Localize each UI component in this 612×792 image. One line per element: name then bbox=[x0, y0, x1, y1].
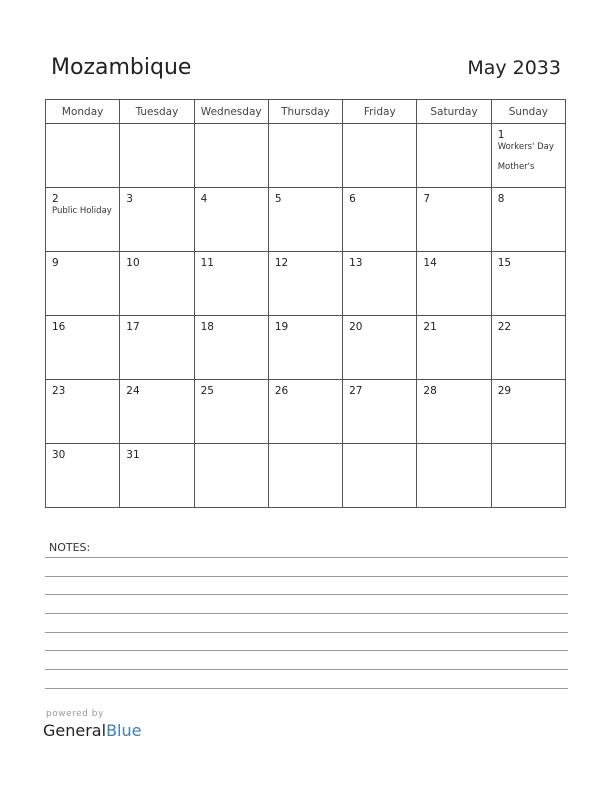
day-cell bbox=[46, 444, 120, 508]
day-number: 30 bbox=[52, 449, 66, 461]
day-number: 19 bbox=[274, 321, 289, 333]
day-cell bbox=[194, 188, 268, 252]
day-cell bbox=[120, 316, 194, 380]
day-cell bbox=[120, 380, 194, 444]
day-cell bbox=[417, 316, 491, 380]
day-number: 28 bbox=[423, 385, 437, 397]
day-cell bbox=[343, 316, 417, 380]
empty-day-cell bbox=[268, 124, 342, 188]
day-cell bbox=[268, 252, 342, 316]
day-number: 11 bbox=[200, 257, 214, 269]
day-cell bbox=[46, 252, 120, 316]
weekday-wednesday: Wednesday bbox=[194, 100, 268, 124]
weekday-tuesday: Tuesday bbox=[120, 100, 194, 124]
day-cell bbox=[268, 380, 342, 444]
day-number: 26 bbox=[274, 385, 289, 397]
day-cell bbox=[343, 252, 417, 316]
note-line bbox=[45, 669, 568, 670]
day-number: 7 bbox=[423, 193, 431, 205]
empty-day-cell bbox=[491, 444, 565, 508]
day-cell bbox=[491, 252, 565, 316]
day-number: 1 bbox=[497, 129, 505, 141]
empty-day-cell bbox=[194, 124, 268, 188]
day-number: 31 bbox=[126, 449, 140, 461]
empty-day-cell bbox=[417, 124, 491, 188]
calendar-body bbox=[46, 124, 566, 508]
day-number: 13 bbox=[349, 257, 363, 269]
day-number: 17 bbox=[126, 321, 140, 333]
day-cell bbox=[120, 444, 194, 508]
holiday-label: Workers' Day bbox=[497, 142, 554, 152]
day-cell bbox=[268, 316, 342, 380]
day-cell bbox=[120, 188, 194, 252]
day-number: 22 bbox=[497, 321, 512, 333]
note-line bbox=[45, 576, 568, 577]
day-cell bbox=[417, 252, 491, 316]
day-number: 23 bbox=[52, 385, 66, 397]
day-cell bbox=[491, 316, 565, 380]
empty-day-cell bbox=[417, 444, 491, 508]
country-title: Mozambique bbox=[51, 55, 192, 80]
day-number: 24 bbox=[126, 385, 140, 397]
day-number: 21 bbox=[423, 321, 437, 333]
day-cell bbox=[417, 188, 491, 252]
weekday-monday: Monday bbox=[46, 100, 120, 124]
day-number: 2 bbox=[52, 193, 59, 205]
week-row bbox=[46, 188, 566, 252]
weekday-saturday: Saturday bbox=[417, 100, 491, 124]
calendar-grid bbox=[45, 99, 566, 508]
holiday-label: Public Holiday bbox=[52, 206, 112, 216]
day-cell bbox=[46, 316, 120, 380]
note-line bbox=[45, 557, 568, 558]
day-cell bbox=[194, 380, 268, 444]
day-cell bbox=[343, 188, 417, 252]
day-cell bbox=[268, 188, 342, 252]
note-line bbox=[45, 632, 568, 633]
note-line bbox=[45, 688, 568, 689]
empty-day-cell bbox=[46, 124, 120, 188]
empty-day-cell bbox=[268, 444, 342, 508]
note-line bbox=[45, 613, 568, 614]
logo-blue-text: Blue bbox=[106, 721, 142, 740]
week-row bbox=[46, 380, 566, 444]
month-year-title: May 2033 bbox=[467, 57, 561, 79]
empty-day-cell bbox=[343, 444, 417, 508]
note-line bbox=[45, 650, 568, 651]
day-number: 10 bbox=[126, 257, 140, 269]
day-number: 29 bbox=[497, 385, 512, 397]
week-row bbox=[46, 316, 566, 380]
weekday-sunday: Sunday bbox=[491, 100, 565, 124]
day-cell bbox=[491, 380, 565, 444]
day-cell bbox=[194, 316, 268, 380]
empty-day-cell bbox=[194, 444, 268, 508]
day-cell bbox=[343, 380, 417, 444]
day-cell bbox=[491, 188, 565, 252]
weekday-thursday: Thursday bbox=[268, 100, 342, 124]
day-cell bbox=[46, 188, 120, 252]
powered-by-text: powered by bbox=[46, 709, 104, 719]
day-number: 6 bbox=[349, 193, 356, 205]
day-number: 8 bbox=[497, 193, 505, 205]
day-cell bbox=[417, 380, 491, 444]
empty-day-cell bbox=[120, 124, 194, 188]
day-number: 25 bbox=[200, 385, 214, 397]
day-number: 18 bbox=[200, 321, 214, 333]
weekday-header-row bbox=[46, 100, 566, 124]
day-number: 15 bbox=[497, 257, 512, 269]
day-cell bbox=[120, 252, 194, 316]
note-line bbox=[45, 594, 568, 595]
logo-general-text: General bbox=[43, 721, 107, 740]
week-row bbox=[46, 124, 566, 188]
day-number: 4 bbox=[200, 193, 208, 205]
day-number: 14 bbox=[423, 257, 437, 269]
holiday-label: Mother's bbox=[497, 162, 535, 172]
day-number: 16 bbox=[52, 321, 66, 333]
weekday-friday: Friday bbox=[343, 100, 417, 124]
day-cell bbox=[194, 252, 268, 316]
day-number: 5 bbox=[274, 193, 282, 205]
generalblue-logo[interactable] bbox=[43, 721, 141, 740]
week-row bbox=[46, 444, 566, 508]
notes-label: NOTES: bbox=[49, 541, 91, 554]
day-cell bbox=[46, 380, 120, 444]
day-number: 20 bbox=[349, 321, 363, 333]
day-number: 9 bbox=[52, 257, 59, 269]
day-cell bbox=[491, 124, 565, 188]
week-row bbox=[46, 252, 566, 316]
empty-day-cell bbox=[343, 124, 417, 188]
day-number: 3 bbox=[126, 193, 133, 205]
day-number: 27 bbox=[349, 385, 363, 397]
day-number: 12 bbox=[274, 257, 289, 269]
